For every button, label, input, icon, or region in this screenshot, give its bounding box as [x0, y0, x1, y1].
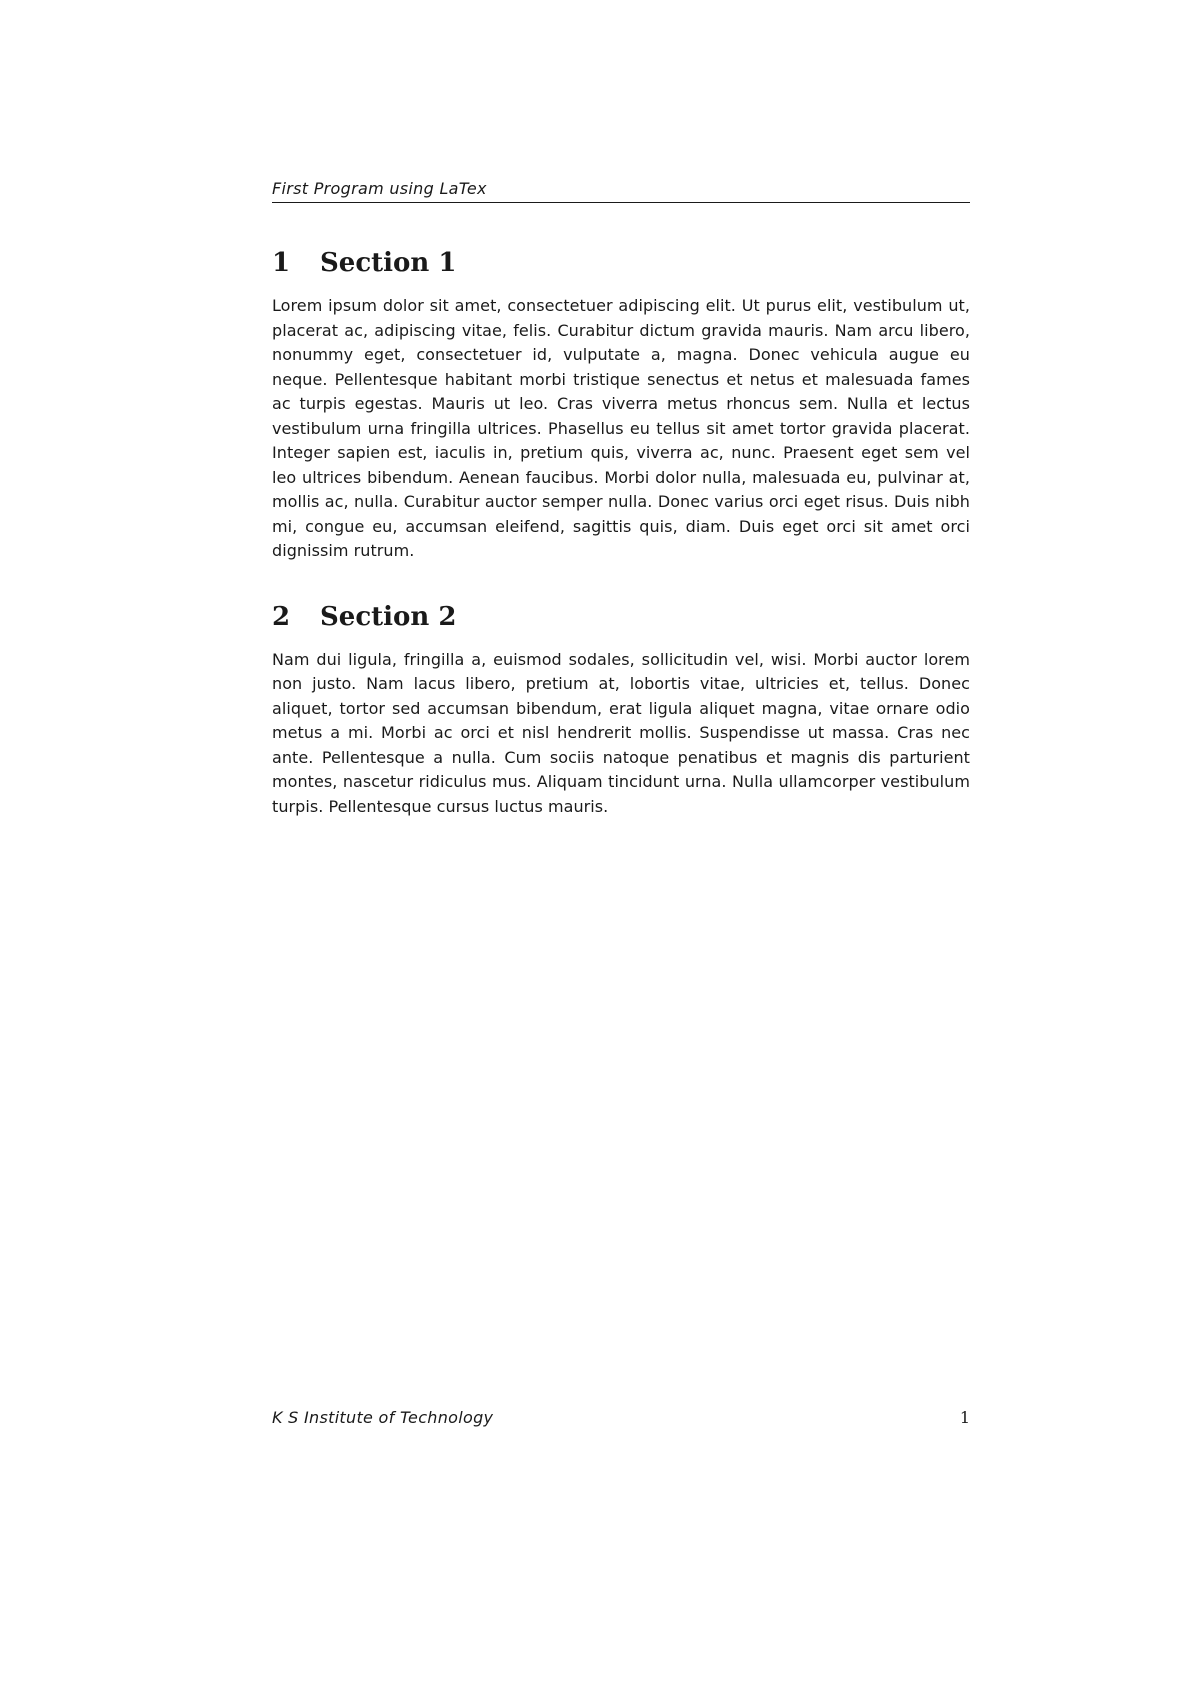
page-footer [272, 1408, 970, 1432]
page-header [272, 176, 970, 203]
section-title: Section 2 [320, 601, 457, 632]
footer-institute: K S Institute of Technology [272, 1408, 494, 1427]
section-number: 1 [272, 248, 291, 278]
section-heading [272, 602, 970, 632]
header-title: First Program using LaTex [272, 179, 487, 198]
section-2 [272, 602, 970, 820]
section-heading [272, 248, 970, 278]
section-paragraph: Lorem ipsum dolor sit amet, consectetuer adipiscing elit. Ut purus elit, vestibulum ut, placerat ac, adipiscing vitae, felis. Curabitur dictum gravida mauris. Nam arcu libero, nonummy eget, consectetuer id, vulputate a, magna. Donec vehicula augue eu neque. Pellentesque habitant morbi tristique senectus et netus et malesuada fames ac turpis egestas. Mauris ut leo. Cras viverra metus rhoncus sem. Nulla et lectus vestibulum urna fringilla ultrices. Phasellus eu tellus sit amet tortor gravida placerat. Integer sapien est, iaculis in, pretium quis, viverra ac, nunc. Praesent eget sem vel leo ultrices bibendum. Aenean faucibus. Morbi dolor nulla, malesuada eu, pulvinar at, mollis ac, nulla. Curabitur auctor semper nulla. Donec varius orci eget risus. Duis nibh mi, congue eu, accumsan eleifend, sagittis quis, diam. Duis eget orci sit amet orci dignissim rutrum. [272, 296, 970, 560]
section-number: 2 [272, 601, 291, 632]
section-1 [272, 248, 970, 564]
section-paragraph: Nam dui ligula, fringilla a, euismod sodales, sollicitudin vel, wisi. Morbi auctor lorem non justo. Nam lacus libero, pretium at, lobortis vitae, ultricies et, tellus. Donec aliquet, tortor sed accumsan bibendum, erat ligula aliquet magna, vitae ornare odio metus a mi. Morbi ac orci et nisl hendrerit mollis. Suspendisse ut massa. Cras nec ante. Pellentesque a nulla. Cum sociis natoque penatibus et magnis dis parturient montes, nascetur ridiculus mus. Aliquam tincidunt urna. Nulla ullamcorper vestibulum turpis. Pellentesque cursus luctus mauris. [272, 649, 970, 816]
page-content [272, 248, 970, 857]
page-number: 1 [959, 1408, 970, 1427]
section-title: Section 1 [320, 248, 457, 278]
